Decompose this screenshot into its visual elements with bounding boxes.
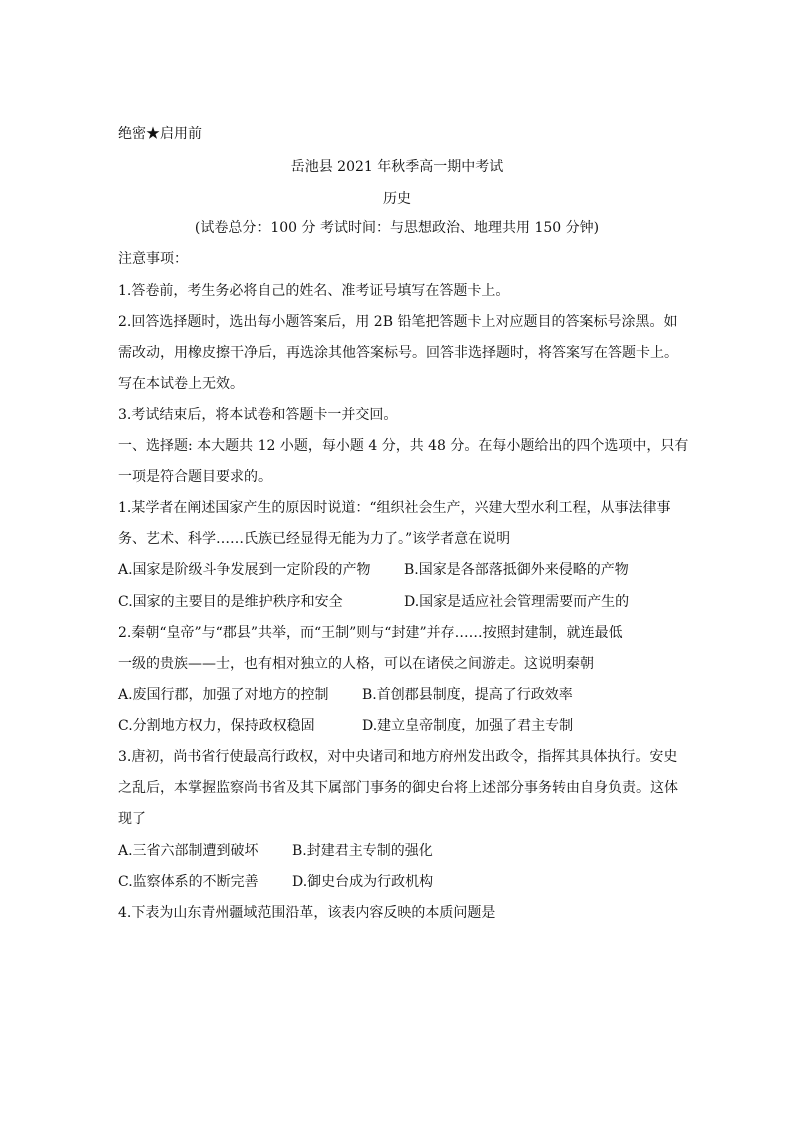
question-1-option-c: C.国家的主要目的是维护秩序和安全 [118,594,343,610]
question-3-option-c: C.监察体系的不断完善 [118,874,259,890]
exam-title: 岳池县 2021 年秋季高一期中考试 [290,159,504,175]
note-item-1: 1.答卷前，考生务必将自己的姓名、准考证号填写在答题卡上。 [118,283,510,299]
question-3-option-b: B.封建君主专制的强化 [292,843,433,859]
exam-info: (试卷总分：100 分 考试时间：与思想政治、地理共用 150 分钟) [194,220,600,236]
notes-heading: 注意事项： [118,251,188,267]
question-2-option-b: B.首创郡县制度，提高了行政效率 [362,687,573,703]
subject-title: 历史 [383,191,411,207]
question-1-option-a: A.国家是阶级斗争发展到一定阶段的产物 [118,562,371,578]
section-1-line-1: 一、选择题: 本大题共 12 小题，每小题 4 分，共 48 分。在每小题给出的四个选项中，只有 [118,438,689,454]
section-1-line-2: 一项是符合题目要求的。 [118,469,272,485]
question-2-option-a: A.废国行郡，加强了对地方的控制 [118,687,329,703]
question-4-stem-line-1: 4.下表为山东青州疆域范围沿革，该表内容反映的本质问题是 [118,905,496,921]
question-2-stem-line-1: 2.秦朝“皇帝”与“郡县”共举，而“王制”则与“封建”并存……按照封建制，就连最低 [118,625,623,641]
question-1-option-d: D.国家是适应社会管理需要而产生的 [404,594,630,610]
question-3-option-d: D.御史台成为行政机构 [292,874,434,890]
note-item-3: 3.考试结束后，将本试卷和答题卡一并交回。 [118,407,398,423]
question-3-stem-line-2: 之乱后，本掌握监察尚书省及其下属部门事务的御史台将上述部分事务转由自身负责。这体 [118,780,678,796]
question-1-option-b: B.国家是各部落抵御外来侵略的产物 [404,562,629,578]
question-1-stem-line-1: 1.某学者在阐述国家产生的原因时说道：“组织社会生产，兴建大型水利工程，从事法律事 [118,500,671,516]
question-3-option-a: A.三省六部制遭到破坏 [118,843,259,859]
question-2-option-c: C.分割地方权力，保持政权稳固 [118,718,315,734]
confidential-label: 绝密★启用前 [118,126,202,142]
question-2-option-d: D.建立皇帝制度，加强了君主专制 [362,718,574,734]
question-1-stem-line-2: 务、艺术、科学……氏族已经显得无能为力了。”该学者意在说明 [118,531,511,547]
note-item-2-line-1: 2.回答选择题时，选出每小题答案后，用 2B 铅笔把答题卡上对应题目的答案标号涂黑。如 [118,314,678,330]
question-3-stem-line-3: 现了 [118,811,146,827]
note-item-2-line-3: 写在本试卷上无效。 [118,376,244,392]
question-2-stem-line-2: 一级的贵族——士，也有相对独立的人格，可以在诸侯之间游走。这说明秦朝 [118,656,594,672]
note-item-2-line-2: 需改动，用橡皮擦干净后，再选涂其他答案标号。回答非选择题时，将答案写在答题卡上。 [118,345,678,361]
question-3-stem-line-1: 3.唐初，尚书省行使最高行政权，对中央诸司和地方府州发出政令，指挥其具体执行。安史 [118,749,678,765]
